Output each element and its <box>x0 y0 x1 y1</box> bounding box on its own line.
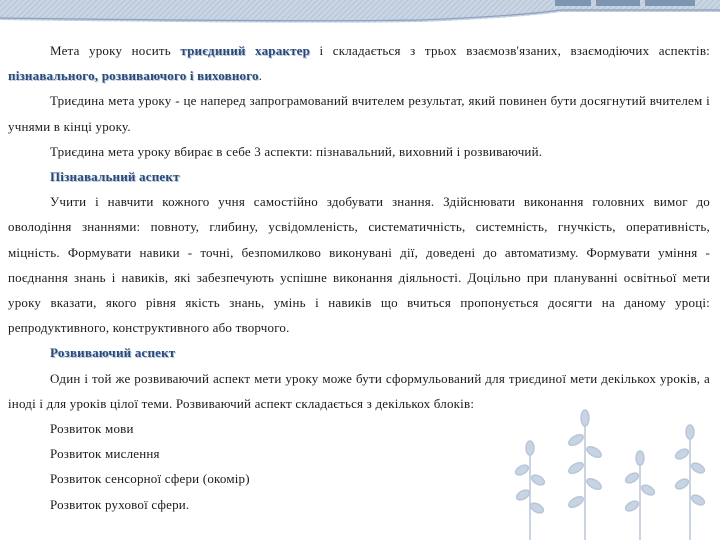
list-item: Розвиток мови <box>50 421 134 437</box>
paragraph-three-aspects: Триєдина мета уроку вбирає в себе 3 аспекти: пізнавальний, виховний і розвиваючий. <box>50 143 543 159</box>
intro-period: . <box>258 68 263 84</box>
heading-developmental-aspect <box>8 340 710 365</box>
document-body <box>8 38 710 517</box>
heading-developmental-text: Розвиваючий аспект <box>50 345 176 361</box>
highlight-aspects: пізнавального, розвиваючого і виховного <box>8 68 259 84</box>
paragraph-cognitive: Учити і навчити кожного учня самостійно здобувати знання. Здійснювати виконання головних вимог до оволодіння знаннями: повноту, глибину, усвідомленість, систематичність, системність, гнучкість, оперативність, міцність. Формувати навики - точні, безпомилково виконувані дії, доведені до автоматизму. Формувати уміння - поєднання знань і навиків, які забезпечують успішне виконання діяльності. Доцільно при плануванні освітньої мети уроку вказати, якого рівня якість знань, умінь і навиків що вчиться пропонується досягти на даному уроці: репродуктивного, конструктивного або творчого. <box>8 194 710 336</box>
top-decoration <box>0 0 720 40</box>
paragraph-definition: Триєдина мета уроку - це наперед запрограмований вчителем результат, який повинен бути досягнутий вчителем і учнями в кінці уроку. <box>8 93 710 134</box>
list-item: Розвиток сенсорної сфери (окомір) <box>50 471 250 487</box>
heading-cognitive-text: Пізнавальний аспект <box>50 169 180 185</box>
list-item: Розвиток рухової сфери. <box>50 496 190 512</box>
heading-cognitive-aspect <box>8 164 710 189</box>
paragraph-developmental: Один і той же розвиваючий аспект мети уроку може бути сформульований для триєдиної мети декількох уроків, а іноді і для уроків цілої теми. Розвиваючий аспект складається з декількох блоків: <box>8 370 710 411</box>
highlight-triune-character: триєдиний характер <box>180 43 311 58</box>
intro-text-2: і складається з трьох взаємозв'язаних, взаємодіючих аспектів: <box>319 43 710 58</box>
paragraph-intro <box>8 38 710 88</box>
list-item: Розвиток мислення <box>50 446 160 462</box>
intro-text-1: Мета уроку носить <box>50 43 171 58</box>
